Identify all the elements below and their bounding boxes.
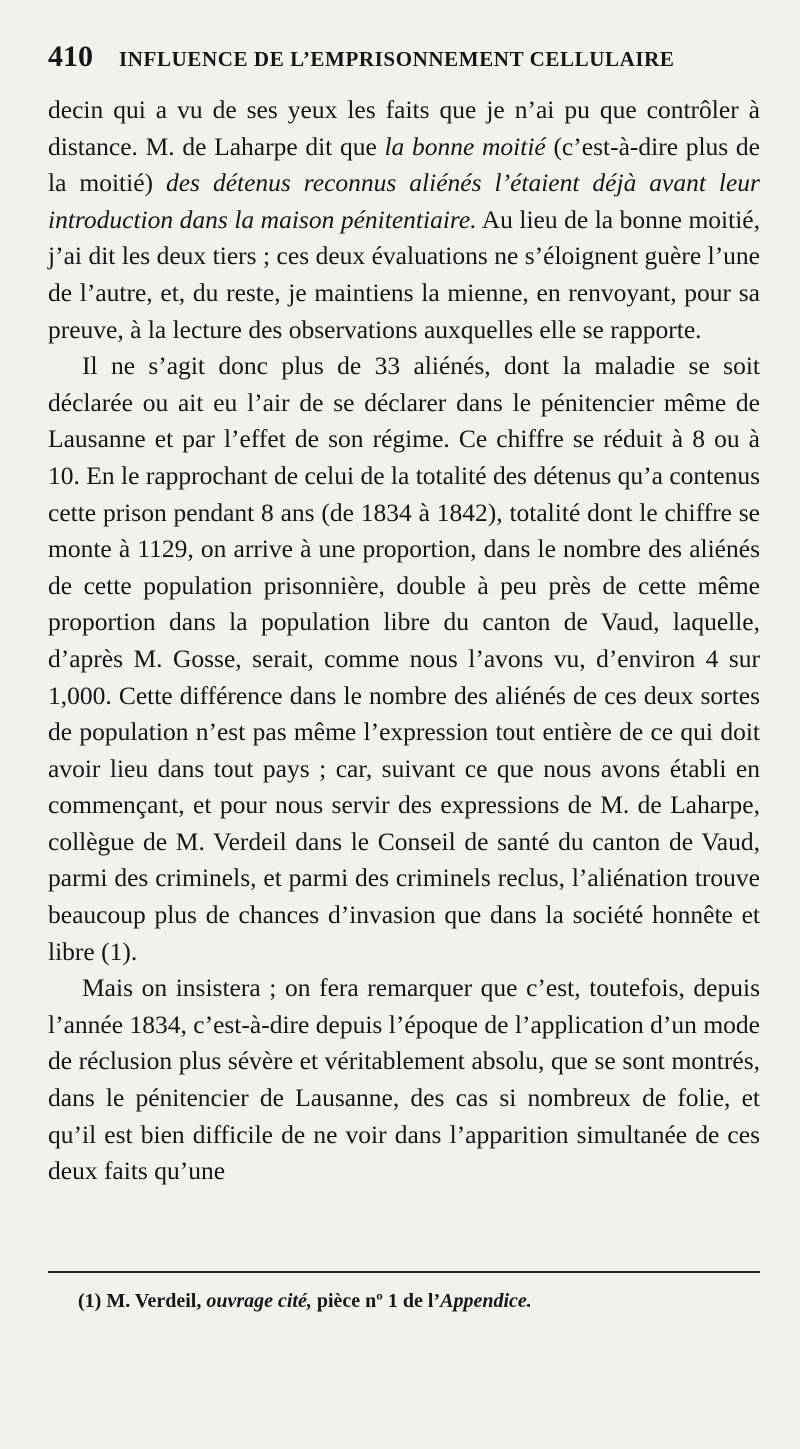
paragraph — [48, 970, 760, 1190]
footnote-appendix: Appendice. — [440, 1290, 532, 1312]
italic-text: des détenus reconnus aliénés l’étaient déjà avant leur introduction dans la maison pénitentiaire. — [48, 168, 760, 234]
page-header — [48, 40, 760, 80]
footnote-rule — [48, 1271, 760, 1273]
paragraph — [48, 92, 760, 348]
footnote — [78, 1290, 760, 1313]
running-title: INFLUENCE DE L’EMPRISONNEMENT CELLULAIRE — [119, 47, 675, 71]
text-segment: (c’est-à-dire plus de la moitié) — [48, 131, 760, 198]
footnote-marker: (1) — [78, 1290, 102, 1312]
footnote-author: M. Verdeil, — [106, 1290, 202, 1312]
text-segment: decin qui a vu de ses yeux les faits que je n’ai pu que contrôler à distance. M. de Laharpe dit que — [48, 95, 760, 161]
footnote-work: ouvrage cité, — [206, 1290, 312, 1312]
italic-text: la bonne moitié — [384, 131, 546, 161]
footnote-piece: pièce nº 1 de l’ — [316, 1290, 441, 1312]
paragraph — [48, 348, 760, 970]
body-text — [48, 92, 760, 1190]
text-segment: Mais on insistera ; on fera remarquer que c’est, toutefois, depuis l’année 1834, c’est-à-dire depuis l’époque de l’application d’un mode de réclusion plus sévère et véritablement absolu, que se sont montrés, dans le pénitencier de Lausanne, des cas si nombreux de folie, et qu’il est bien difficile de ne voir dans l’apparition simultanée de ces deux faits qu’une — [48, 973, 760, 1186]
text-segment: Il ne s’agit donc plus de 33 aliénés, dont la maladie se soit déclarée ou ait eu l’air de se déclarer dans le pénitencier même de Lausanne et par l’effet de son régime. Ce chiffre se réduit à 8 ou à 10. En le rapprochant de celui de la totalité des détenus qu’a contenus cette prison pendant 8 ans (de 1834 à 1842), totalité dont le chiffre se monte à 1129, on arrive à une proportion, dans le nombre des aliénés de cette population prisonnière, double à peu près de cette même proportion dans la population libre du canton de Vaud, laquelle, d’après M. Gosse, serait, comme nous l’avons vu, d’environ 4 sur 1,000. Cette différence dans le nombre des aliénés de ces deux sortes de population n’est pas même l’expression tout entière de ce qui doit avoir lieu dans tout pays ; car, suivant ce que nous avons établi en commençant, et pour nous servir des expressions de M. de Laharpe, collègue de M. Verdeil dans le Conseil de santé du canton de Vaud, parmi des criminels, et parmi des criminels reclus, l’aliénation trouve beaucoup plus de chances d’invasion que dans la société honnête et libre (1). — [48, 351, 760, 966]
page-number: 410 — [48, 40, 93, 73]
text-segment: Au lieu de la bonne moitié, j’ai dit les deux tiers ; ces deux évaluations ne s’éloignent guère l’une de l’autre, et, du reste, je maintiens la mienne, en renvoyant, pour sa preuve, à la lecture des observations auxquelles elle se rapporte. — [48, 204, 761, 344]
